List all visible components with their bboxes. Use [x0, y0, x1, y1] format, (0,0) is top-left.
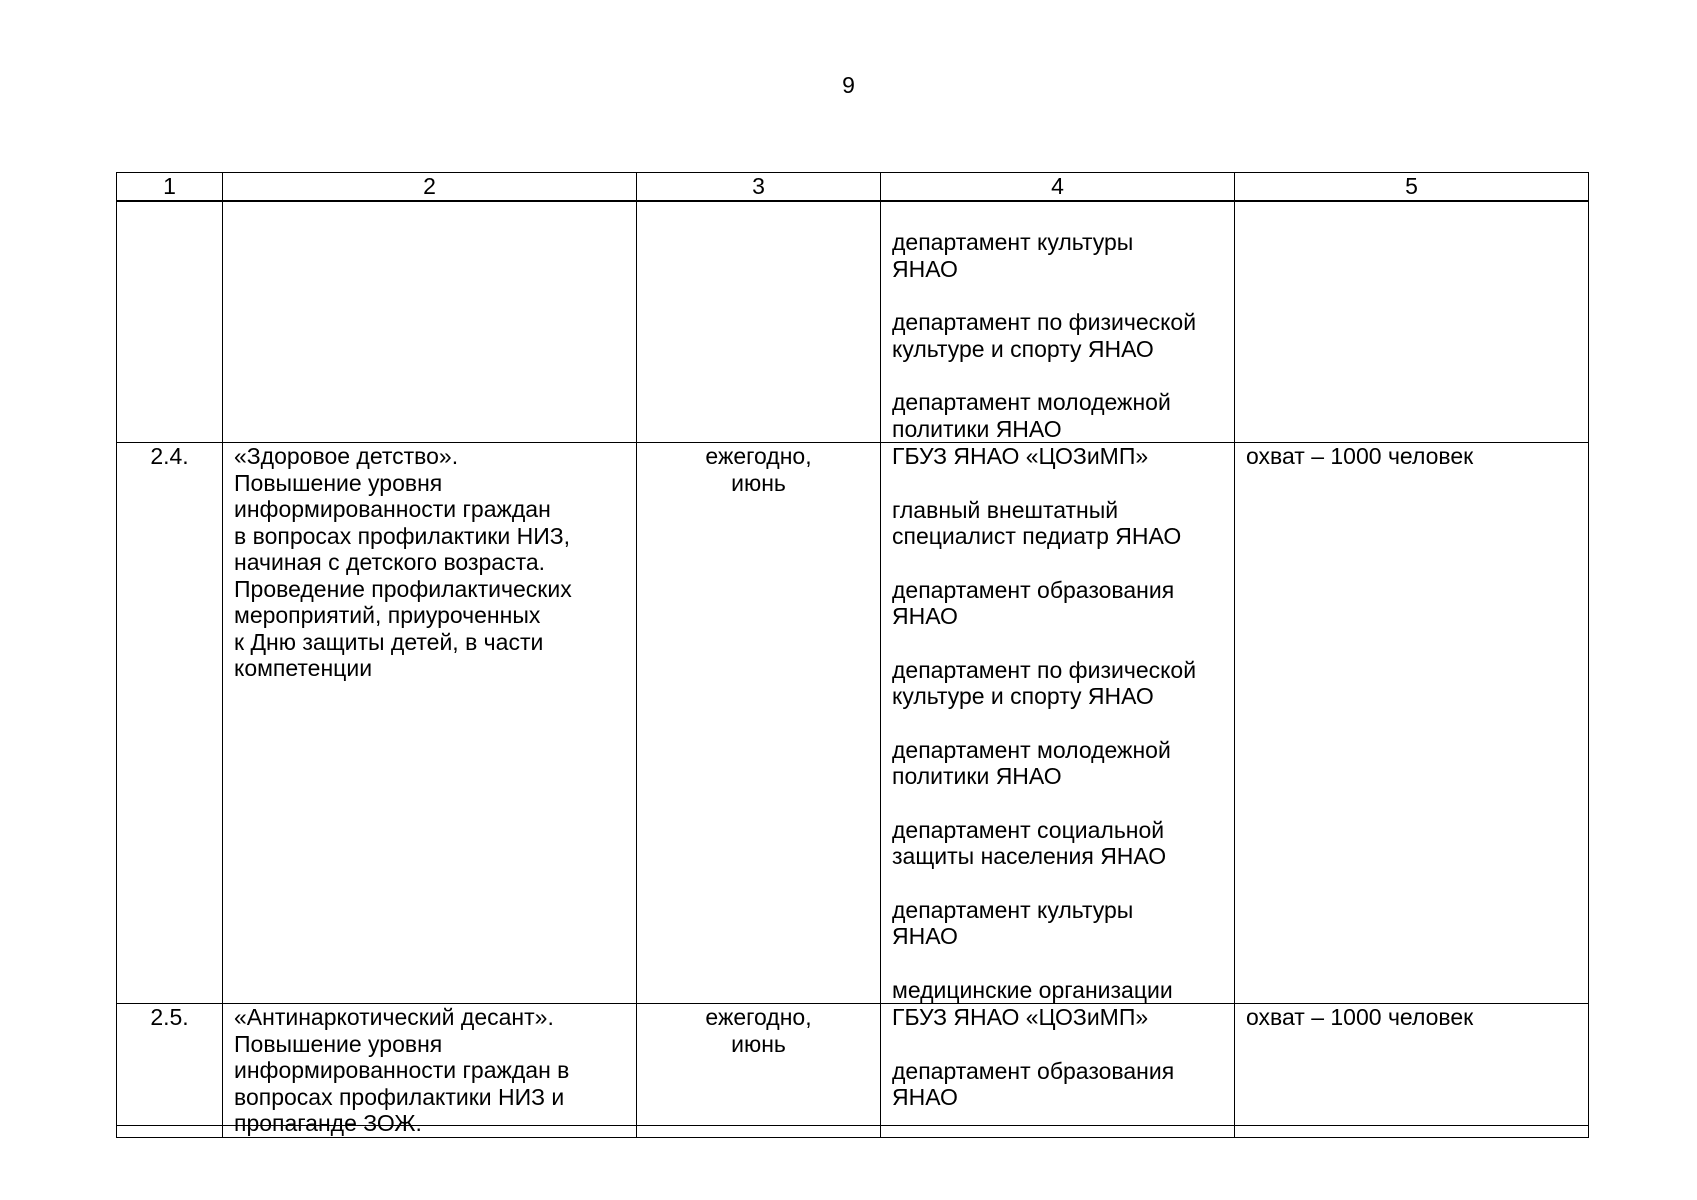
organization: департамент по физической культуре и спорту ЯНАО — [892, 656, 1197, 709]
organization: ГБУЗ ЯНАО «ЦОЗиМП» — [892, 443, 1149, 469]
column-header: 3 — [637, 173, 881, 202]
cell-organizations — [881, 1004, 1235, 1138]
organization: департамент молодежной политики ЯНАО — [892, 736, 1171, 789]
cell-period — [637, 201, 881, 443]
cell-result — [1235, 201, 1589, 443]
cell-organizations — [881, 201, 1235, 443]
cell-period: ежегодно, июнь — [637, 443, 881, 1004]
organization: департамент по физической культуре и спорту ЯНАО — [892, 309, 1197, 362]
organization: департамент культуры ЯНАО — [892, 896, 1134, 949]
table-row — [117, 1004, 1589, 1138]
measures-table — [116, 172, 1589, 1138]
organization: департамент социальной защиты населения ЯНАО — [892, 816, 1167, 869]
organization: департамент культуры ЯНАО — [892, 229, 1134, 282]
cell-organizations — [881, 443, 1235, 1004]
cell-description — [223, 201, 637, 443]
column-header: 2 — [223, 173, 637, 202]
organization: департамент образования ЯНАО — [892, 576, 1175, 629]
table-bottom-border — [116, 1125, 1588, 1126]
table-row-continuation — [117, 201, 1589, 443]
page-number: 9 — [842, 72, 855, 98]
organization: ГБУЗ ЯНАО «ЦОЗиМП» — [892, 1004, 1149, 1030]
cell-result: охват – 1000 человек — [1235, 443, 1589, 1004]
column-header: 4 — [881, 173, 1235, 202]
organization: медицинские организации — [892, 976, 1173, 1003]
cell-result: охват – 1000 человек — [1235, 1004, 1589, 1138]
organization: департамент молодежной политики ЯНАО — [892, 389, 1171, 442]
column-header: 5 — [1235, 173, 1589, 202]
column-header: 1 — [117, 173, 223, 202]
cell-num: 2.4. — [117, 443, 223, 1004]
organization: департамент образования ЯНАО — [892, 1057, 1175, 1110]
cell-period: ежегодно, июнь — [637, 1004, 881, 1138]
table-header-row — [117, 173, 1589, 202]
table-row — [117, 443, 1589, 1004]
cell-num — [117, 201, 223, 443]
cell-description: «Здоровое детство». Повышение уровня информированности граждан в вопросах профилактики НИЗ, начиная с детского возраста. Проведение профилактических мероприятий, приуроченных к Дню защиты детей, в части компетенции — [223, 443, 637, 1004]
cell-description: «Антинаркотический десант». Повышение уровня информированности граждан в вопросах профилактики НИЗ и пропаганде ЗОЖ. — [223, 1004, 637, 1138]
cell-num: 2.5. — [117, 1004, 223, 1138]
organization: главный внештатный специалист педиатр ЯНАО — [892, 496, 1182, 549]
